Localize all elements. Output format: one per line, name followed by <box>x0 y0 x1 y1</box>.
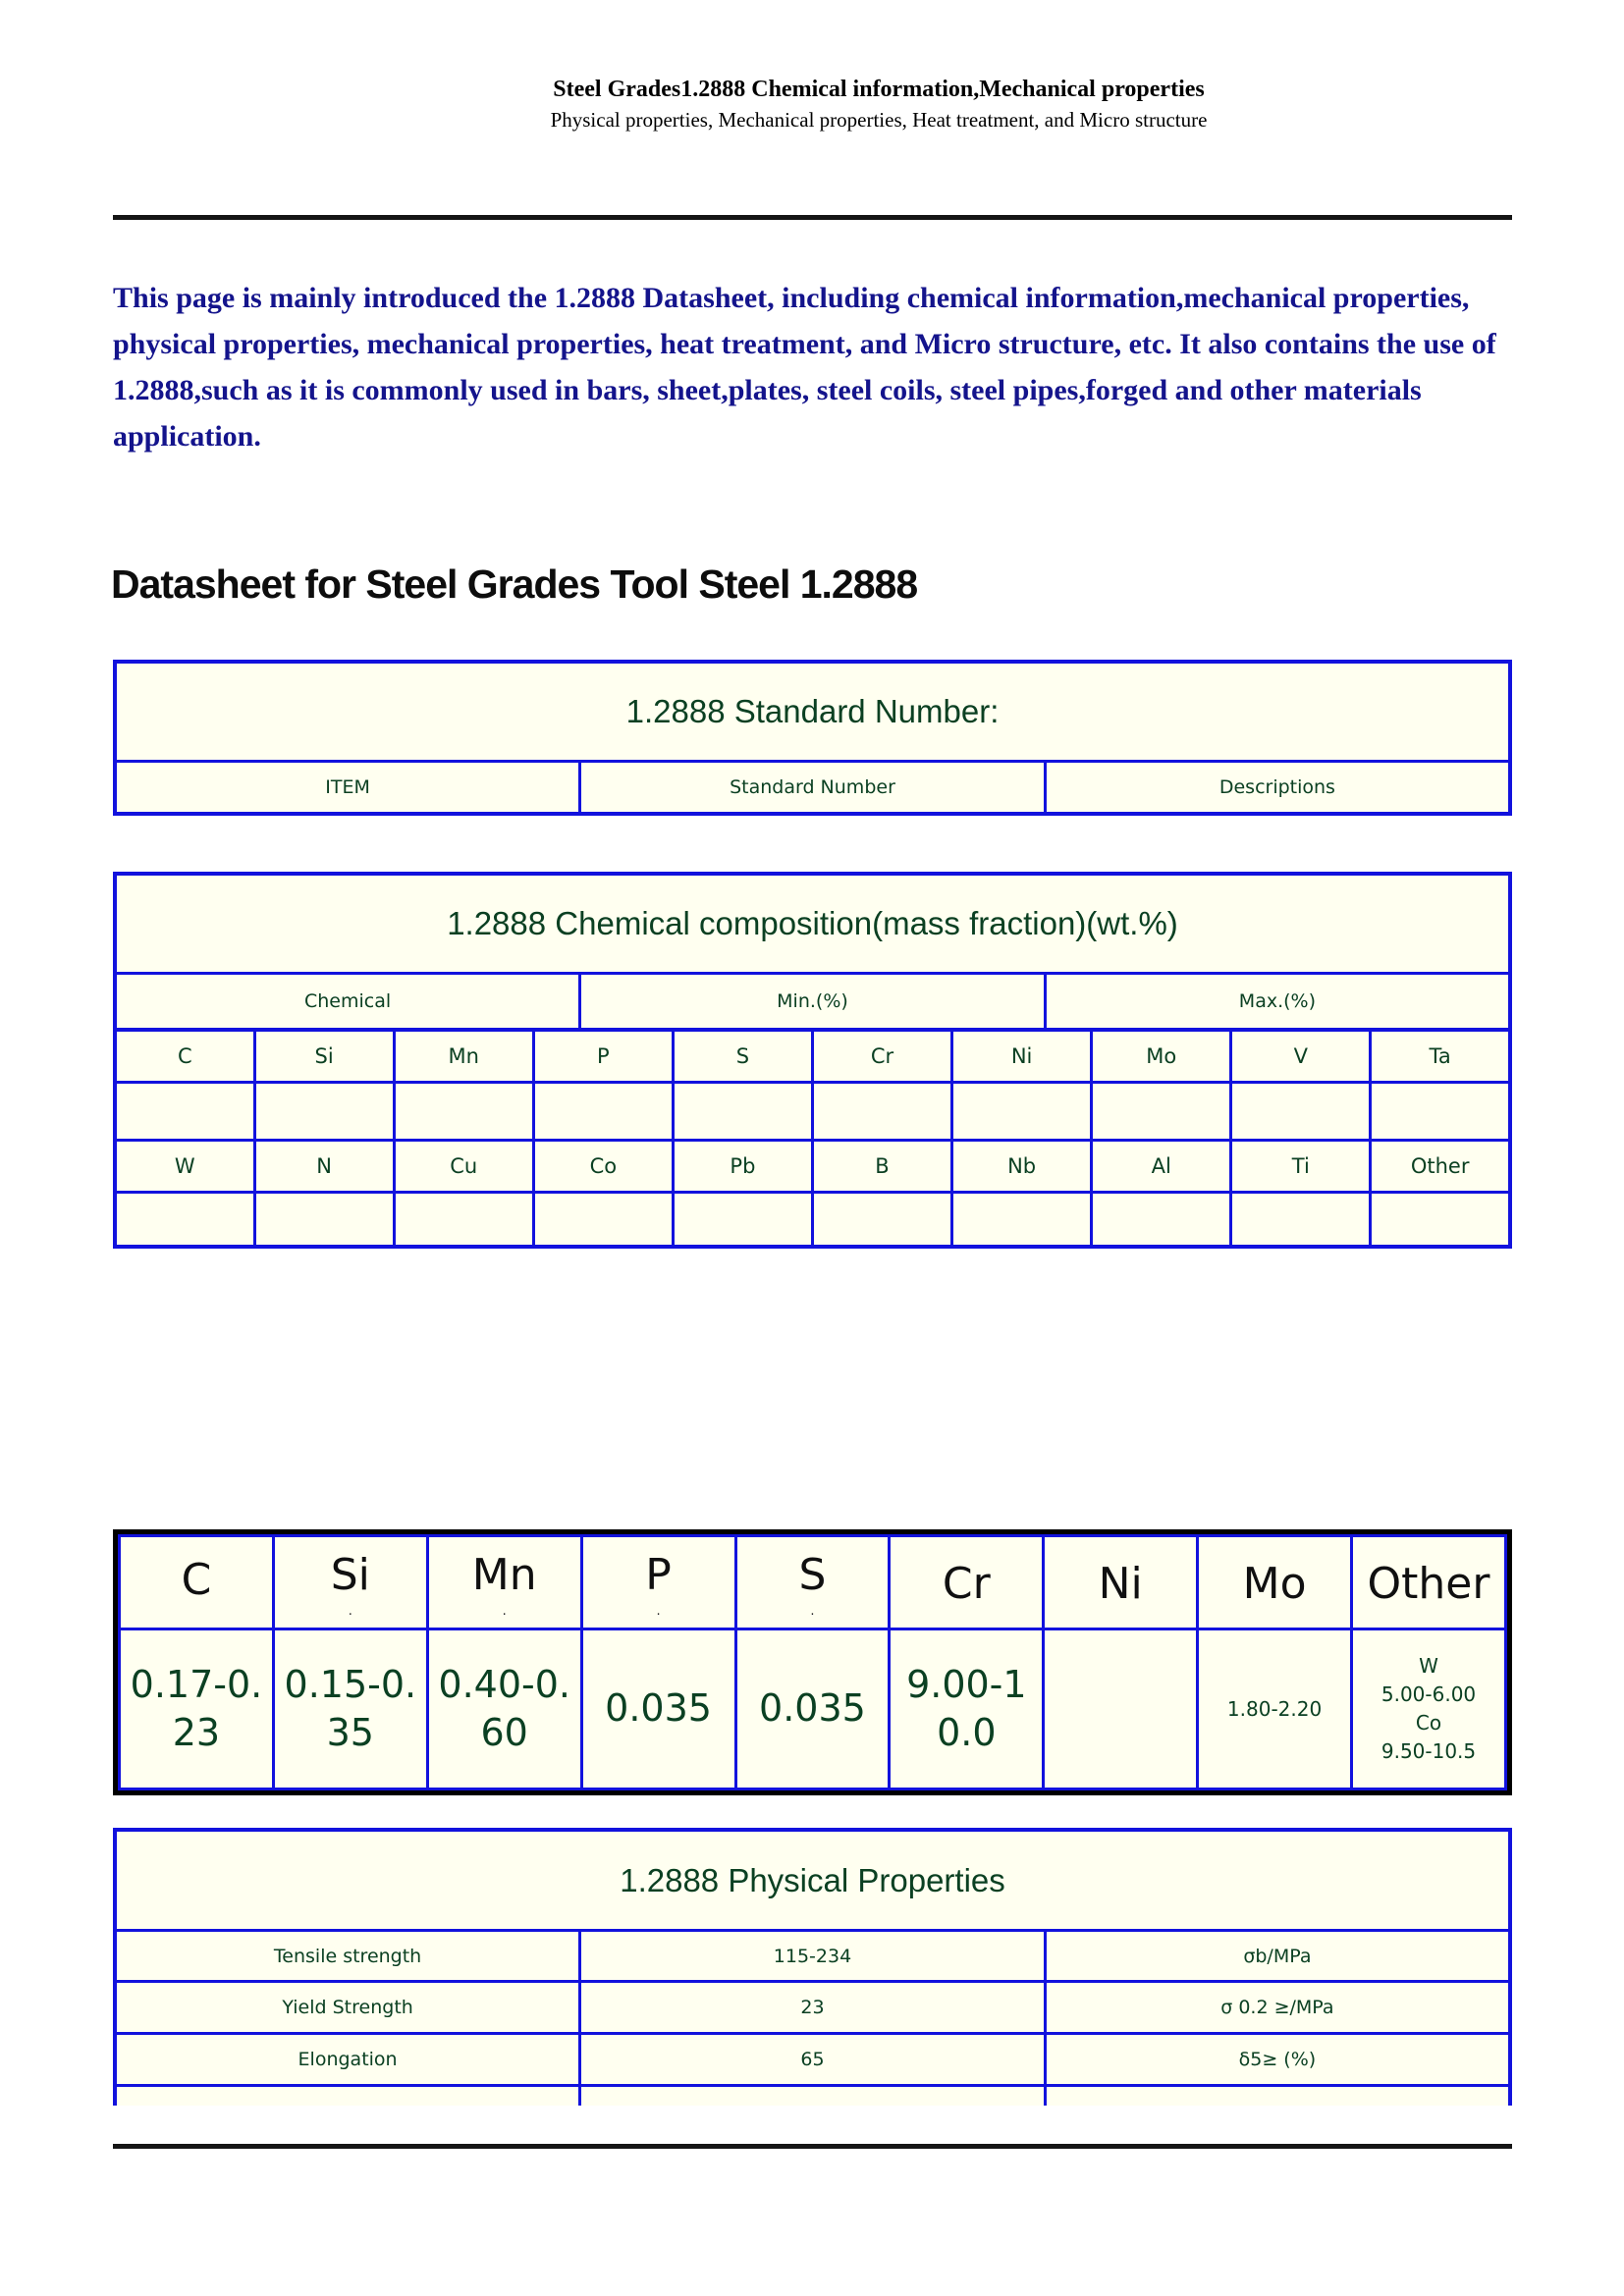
col-header-descriptions: Descriptions <box>1045 762 1510 815</box>
table-title-row <box>115 662 1510 762</box>
empty-cell <box>394 1193 533 1248</box>
property-value: 23 <box>580 1982 1046 2034</box>
element-b: B <box>812 1141 951 1193</box>
property-value: 65 <box>580 2034 1046 2086</box>
element-ta: Ta <box>1371 1030 1510 1083</box>
element-cu: Cu <box>394 1141 533 1193</box>
property-unit: δ5≥ (%) <box>1045 2034 1510 2086</box>
property-value: 115-234 <box>580 1931 1046 1982</box>
table-row <box>115 2034 1510 2086</box>
empty-cell <box>812 1083 951 1141</box>
intro-paragraph: This page is mainly introduced the 1.2888 Datasheet, including chemical information,mechanical properties, physical properties, mechanical properties, heat treatment, and Micro structure, etc. It also contains the use of 1.2888,such as it is commonly used in bars, sheet,plates, steel coils, steel pipes,forged and other materials application. <box>113 282 1496 453</box>
element-s: S <box>673 1030 812 1083</box>
empty-cell <box>533 1193 673 1248</box>
empty-cell <box>1231 1193 1371 1248</box>
values-header-row <box>120 1536 1506 1629</box>
empty-value-row <box>115 1193 1510 1248</box>
property-label: Tensile strength <box>115 1931 580 1982</box>
values-header-cr: Cr <box>890 1536 1044 1629</box>
truncated-empty-row <box>115 2086 1510 2107</box>
composition-band-table <box>113 872 1512 1032</box>
empty-cell <box>1045 2086 1510 2107</box>
value-mn: 0.40-0.60 <box>427 1629 581 1789</box>
header-divider <box>113 215 1512 220</box>
element-si: Si <box>254 1030 394 1083</box>
element-c: C <box>115 1030 254 1083</box>
table-title-row <box>115 874 1510 974</box>
values-grid <box>118 1534 1507 1790</box>
element-header-row <box>115 1030 1510 1083</box>
value-cr: 9.00-10.0 <box>890 1629 1044 1789</box>
empty-cell <box>533 1083 673 1141</box>
element-w: W <box>115 1141 254 1193</box>
empty-cell <box>115 2086 580 2107</box>
table-row <box>115 1982 1510 2034</box>
element-ti: Ti <box>1231 1141 1371 1193</box>
element-v: V <box>1231 1030 1371 1083</box>
element-mo: Mo <box>1092 1030 1231 1083</box>
physical-properties-table <box>113 1828 1512 2106</box>
value-s: 0.035 <box>735 1629 890 1789</box>
value-ni <box>1044 1629 1198 1789</box>
standard-number-table <box>113 660 1512 816</box>
group-header-min: Min.(%) <box>580 974 1046 1031</box>
element-header-row <box>115 1141 1510 1193</box>
page-title: Datasheet for Steel Grades Tool Steel 1.2888 <box>111 561 918 607</box>
property-label: Yield Strength <box>115 1982 580 2034</box>
footer-divider <box>113 2144 1512 2149</box>
values-header-other: Other <box>1352 1536 1506 1629</box>
element-al: Al <box>1092 1141 1231 1193</box>
element-other: Other <box>1371 1141 1510 1193</box>
empty-cell <box>394 1083 533 1141</box>
doc-title: Steel Grades1.2888 Chemical information,Mechanical properties <box>553 77 1205 102</box>
property-unit: σ 0.2 ≥/MPa <box>1045 1982 1510 2034</box>
element-mn: Mn <box>394 1030 533 1083</box>
composition-table <box>113 872 1512 1249</box>
values-header-ni: Ni <box>1044 1536 1198 1629</box>
composition-values-table <box>113 1529 1512 1795</box>
doc-subtitle: Physical properties, Mechanical properties, Heat treatment, and Micro structure <box>550 108 1208 132</box>
empty-cell <box>254 1083 394 1141</box>
values-header-p: P . <box>581 1536 735 1629</box>
element-ni: Ni <box>952 1030 1092 1083</box>
element-cr: Cr <box>812 1030 951 1083</box>
composition-table-title: 1.2888 Chemical composition(mass fraction)(wt.%) <box>115 874 1510 974</box>
standard-table-title: 1.2888 Standard Number: <box>115 662 1510 762</box>
col-header-item: ITEM <box>115 762 580 815</box>
empty-cell <box>673 1083 812 1141</box>
physical-table-title: 1.2888 Physical Properties <box>115 1830 1510 1931</box>
empty-cell <box>1371 1193 1510 1248</box>
empty-cell <box>1092 1083 1231 1141</box>
element-p: P <box>533 1030 673 1083</box>
element-co: Co <box>533 1141 673 1193</box>
value-c: 0.17-0.23 <box>120 1629 274 1789</box>
table-title-row <box>115 1830 1510 1931</box>
values-header-s: S . <box>735 1536 890 1629</box>
group-header-max: Max.(%) <box>1045 974 1510 1031</box>
tiny-mark: . <box>502 1604 507 1620</box>
empty-value-row <box>115 1083 1510 1141</box>
physical-grid <box>113 1828 1512 2106</box>
value-mo: 1.80-2.20 <box>1198 1629 1352 1789</box>
empty-cell <box>952 1193 1092 1248</box>
tiny-mark: . <box>656 1604 661 1620</box>
element-nb: Nb <box>952 1141 1092 1193</box>
value-si: 0.15-0.35 <box>273 1629 427 1789</box>
empty-cell <box>1371 1083 1510 1141</box>
group-header-chemical: Chemical <box>115 974 580 1031</box>
empty-cell <box>812 1193 951 1248</box>
table-row <box>115 1931 1510 1982</box>
table-header-row <box>115 762 1510 815</box>
values-header-c: C <box>120 1536 274 1629</box>
property-unit: σb/MPa <box>1045 1931 1510 1982</box>
group-header-row <box>115 974 1510 1031</box>
col-header-standard-number: Standard Number <box>580 762 1046 815</box>
empty-cell <box>952 1083 1092 1141</box>
value-p: 0.035 <box>581 1629 735 1789</box>
element-pb: Pb <box>673 1141 812 1193</box>
composition-elements-table <box>113 1028 1512 1249</box>
element-n: N <box>254 1141 394 1193</box>
doc-header <box>177 77 1581 133</box>
empty-cell <box>580 2086 1046 2107</box>
value-other: W 5.00-6.00 Co 9.50-10.5 <box>1352 1629 1506 1789</box>
property-label: Elongation <box>115 2034 580 2086</box>
tiny-mark: . <box>348 1604 352 1620</box>
empty-cell <box>115 1193 254 1248</box>
empty-cell <box>115 1083 254 1141</box>
values-data-row <box>120 1629 1506 1789</box>
empty-cell <box>1092 1193 1231 1248</box>
values-header-si: Si . <box>273 1536 427 1629</box>
empty-cell <box>673 1193 812 1248</box>
empty-cell <box>254 1193 394 1248</box>
values-header-mo: Mo <box>1198 1536 1352 1629</box>
tiny-mark: . <box>810 1604 815 1620</box>
empty-cell <box>1231 1083 1371 1141</box>
values-header-mn: Mn . <box>427 1536 581 1629</box>
